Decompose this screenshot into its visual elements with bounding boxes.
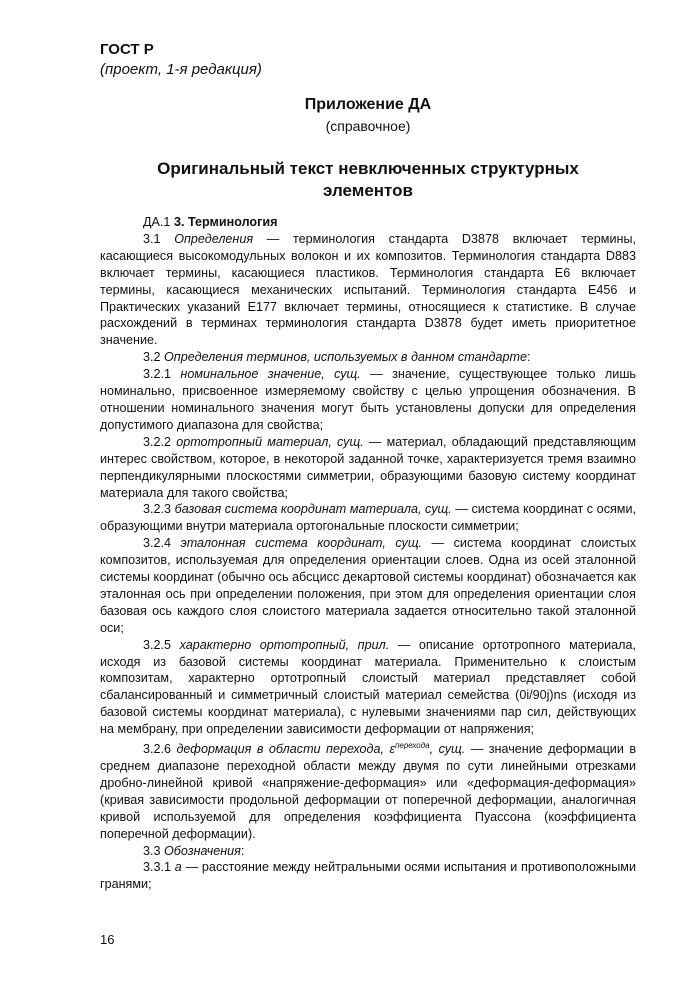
clause-text: — терминология стандарта D3878 включает термины, касающиеся высокомодульных волокон и их композитов. Терминология стандарта D883 включает термины, касающиеся пластиков. Терминология стандарта Е6 включает термины, касающиеся механических испытаний. Терминология стандарта Е456 и Практических указаний Е177 включает термины, относящиеся к статистике. В случае расхождений в терминах терминология стандарта D3878 будет иметь приоритетное значение.: [100, 231, 636, 348]
paragraph-3-3: [100, 843, 636, 860]
paragraph-3-3-1: [100, 859, 636, 893]
clause-term: деформация в области перехода, ε: [176, 742, 395, 757]
paragraph-3-1: [100, 231, 636, 349]
clause-text: — система координат слоистых композитов, используемая для определения ориентации слоев. Одна из осей эталонной системы координат (обычно ось абсцисс декартовой системы координат) обозначается как эталонная ось при определении положения, при этом для определения ориентации слоя базовая ось каждого слоя слоистого материала задается относительно такой эталонной оси;: [100, 536, 636, 635]
section-prefix: ДА.1: [143, 215, 174, 229]
paragraph-3-2-4: [100, 535, 636, 636]
paragraph-3-2: [100, 349, 636, 366]
clause-text: — значение деформации в среднем диапазоне переходной области между двумя по сути линейными отрезками дробно-линейной кривой «напряжение-деформация» или «деформация-деформация» (кривая зависимости продольной деформации от поперечной деформации, аналогичная кривой используемой для определения коэффициента Пуассона (коэффициента поперечной деформации).: [100, 742, 637, 841]
clause-text: — значение, существующее только лишь номинально, присвоенное измеряемому свойству с целью упрощения обозначения. В отношении номинального значения могут быть установлены допуски для определения допустимого диапазона для свойства;: [100, 367, 636, 432]
clause-number: 3.2.5: [143, 637, 180, 652]
superscript-transition: перехода: [395, 741, 430, 751]
paragraph-3-2-1: [100, 366, 636, 434]
document-body: [100, 214, 636, 893]
clause-text: — система координат с осями, образующими внутри материала ортогональные плоскости симметрии;: [100, 502, 636, 534]
clause-term: базовая система координат материала, сущ.: [174, 502, 452, 517]
clause-text: — описание ортотропного материала, исходя из базовой системы координат материала. Применительно к слоистым композитам, характерно ортотропный слоистый материал представляет собой сбалансированный и симметричный слоистый материал семейства (0i/90j)ns (исходя из базовой системы координат материала), с нулевыми значениями пар сил, действующих на мембрану, при определении зависимости деформации от напряжения;: [100, 637, 636, 737]
clause-term: характерно ортотропный, прил.: [179, 637, 390, 652]
paragraph-3-2-3: [100, 501, 636, 535]
clause-term: Обозначения: [164, 843, 241, 858]
clause-term: a: [174, 860, 182, 875]
document-title-line1: Оригинальный текст невключенных структурных: [157, 159, 579, 178]
appendix-title: Приложение ДА: [304, 96, 432, 113]
clause-number: 3.2.6: [143, 742, 177, 757]
clause-term: эталонная система координат, сущ.: [180, 536, 423, 551]
clause-number: 3.3.1: [143, 860, 175, 875]
clause-term: Определения: [174, 231, 254, 246]
paragraph-3-2-6: [100, 738, 636, 842]
section-heading: [100, 214, 636, 231]
clause-number: 3.1: [143, 231, 175, 246]
clause-number: 3.3: [143, 843, 165, 858]
appendix-heading: [100, 94, 636, 136]
document-title: [100, 158, 636, 202]
appendix-subtitle: (справочное): [325, 118, 411, 134]
clause-term: номинальное значение, сущ.: [180, 367, 361, 382]
clause-term: Определения терминов, используемых в данном стандарте: [164, 350, 527, 365]
clause-text: :: [240, 843, 245, 858]
clause-number: 3.2: [143, 350, 165, 365]
clause-text: — расстояние между нейтральными осями испытания и противоположными гранями;: [100, 860, 636, 892]
page-number: 16: [100, 932, 115, 947]
clause-number: 3.2.4: [143, 536, 181, 551]
clause-number: 3.2.1: [143, 367, 181, 382]
paragraph-3-2-2: [100, 434, 636, 502]
document-title-line2: элементов: [322, 181, 413, 200]
draft-status: (проект, 1-я редакция): [100, 61, 262, 78]
document-header: [100, 40, 262, 80]
clause-text: — материал, обладающий представляющим интерес свойством, которое, в некоторой заданной точке, характеризуется тремя взаимно перпендикулярными плоскостями симметрии, образующими базовую систему координат материала для такого свойства;: [100, 434, 637, 500]
clause-term-end: , сущ.: [429, 742, 466, 757]
clause-term: ортотропный материал, сущ.: [176, 434, 364, 449]
standard-code: ГОСТ Р: [100, 41, 154, 58]
section-name: 3. Терминология: [173, 215, 278, 229]
clause-number: 3.2.3: [143, 502, 175, 517]
paragraph-3-2-5: [100, 637, 636, 738]
clause-text: :: [526, 350, 531, 365]
clause-number: 3.2.2: [143, 434, 177, 449]
